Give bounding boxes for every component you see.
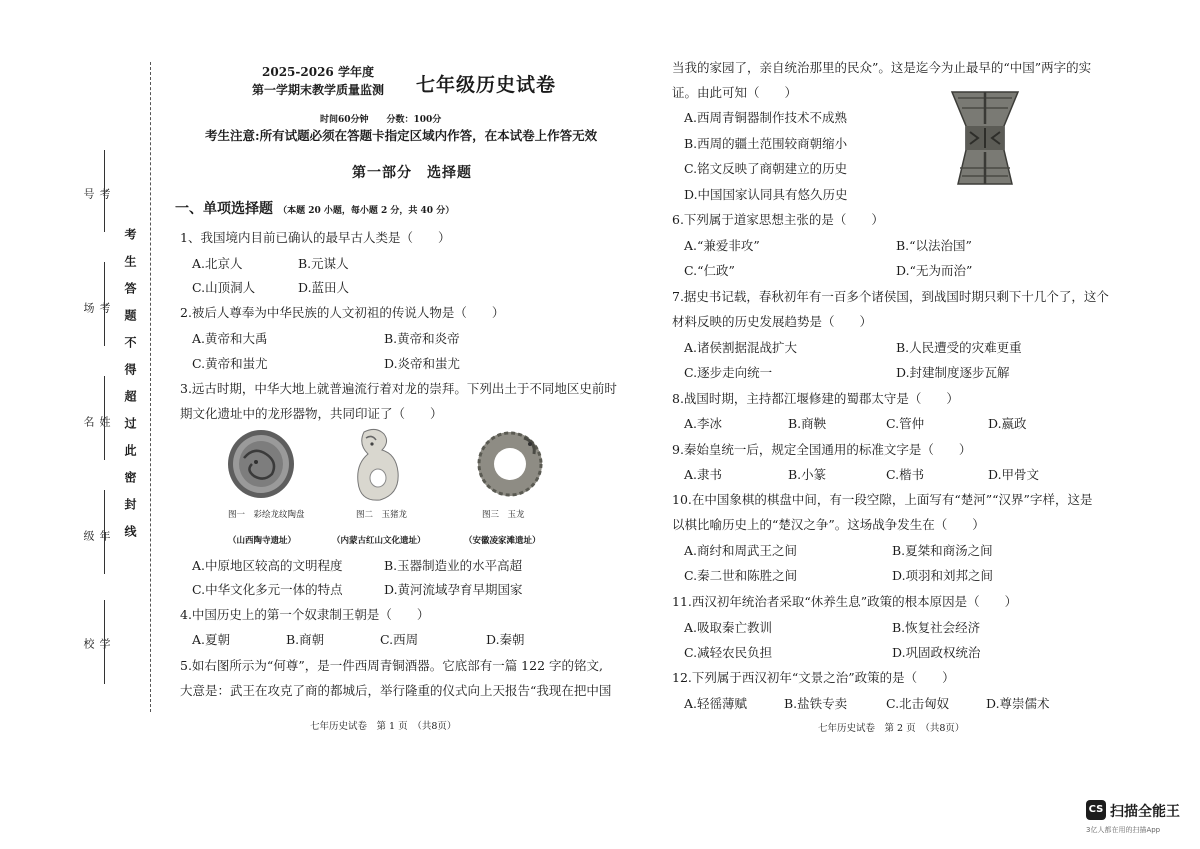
q5-cont-line1: 当我的家园了，亲自统治那里的民众”。这是迄今为止最早的“中国”两字的实 [672, 60, 1092, 75]
q3-option-b: B.玉器制造业的水平高超 [384, 558, 523, 573]
q12-option-d: D.尊崇儒术 [986, 696, 1050, 711]
camscanner-logo-icon: CS [1086, 800, 1106, 820]
q1-option-b: B.元谋人 [298, 256, 349, 271]
q12-option-b: B.盐铁专卖 [784, 696, 848, 711]
q5-stem-line2: 大意是：武王在攻克了商的都城后，举行隆重的仪式向上天报告“我现在把中国 [180, 683, 612, 698]
q3-stem-line2: 期文化遗址中的龙形器物，共同印证了（ ） [180, 406, 443, 421]
q4-option-b: B.商朝 [286, 632, 325, 647]
q10-option-c: C.秦二世和陈胜之间 [684, 568, 798, 583]
q5-option-a: A.西周青铜器制作技术不成熟 [684, 110, 848, 125]
section-heading [175, 198, 454, 218]
xuexiao-blank [104, 600, 105, 684]
q8-option-d: D.嬴政 [988, 416, 1027, 431]
exam-notice: 考生注意:所有试题必须在答题卡指定区域内作答，在本试卷上作答无效 [205, 128, 598, 143]
q5-stem-line1: 5.如右图所示为“何尊”，是一件西周青铜酒器。它底部有一篇 122 字的铭文, [180, 658, 603, 673]
q9-option-b: B.小篆 [788, 467, 827, 482]
watermark-app-name: 扫描全能王 [1110, 804, 1180, 820]
watermark-tagline: 3亿人都在用的扫描App [1086, 826, 1161, 834]
q5-option-c: C.铭文反映了商朝建立的历史 [684, 161, 848, 176]
q8-option-b: B.商鞅 [788, 416, 827, 431]
q11-stem: 11.西汉初年统治者采取“休养生息”政策的根本原因是（ ） [672, 594, 1018, 609]
dragon-pottery-plate-image [226, 428, 296, 500]
q7-stem-line2: 材料反映的历史发展趋势是（ ） [672, 314, 873, 329]
q4-stem: 4.中国历史上的第一个奴隶制王朝是（ ） [180, 607, 430, 622]
page-1-footer: 七年历史试卷 第 1 页 （共8页） [310, 721, 457, 732]
q3-option-c: C.中华文化多元一体的特点 [192, 582, 343, 597]
fig2-site: （内蒙古红山文化遗址） [332, 536, 426, 546]
q12-option-a: A.轻徭薄赋 [684, 696, 748, 711]
q6-option-c: C.“仁政” [684, 263, 735, 278]
q1-option-c: C.山顶洞人 [192, 280, 256, 295]
section-note: （本题 20 小题，每小题 2 分，共 40 分） [278, 206, 455, 216]
q11-option-c: C.减轻农民负担 [684, 645, 773, 660]
section-title: 一、单项选择题 [175, 201, 273, 217]
xuexiao-label: 学校 [82, 638, 111, 651]
fig2-caption: 图二 玉猪龙 [356, 510, 408, 520]
q8-option-a: A.李冰 [684, 416, 723, 431]
nianji-blank [104, 490, 105, 574]
xingming-label: 姓名 [82, 416, 111, 429]
q10-option-d: D.项羽和刘邦之间 [892, 568, 994, 583]
he-zun-bronze-vessel-image [948, 88, 1022, 188]
q2-option-c: C.黄帝和蚩尤 [192, 356, 268, 371]
q11-option-a: A.吸取秦亡教训 [684, 620, 773, 635]
school-year: 2025-2026 学年度 [262, 65, 374, 79]
fig3-site: （安徽凌家滩遗址） [464, 536, 541, 546]
q3-option-a: A.中原地区较高的文明程度 [192, 558, 343, 573]
xingming-blank [104, 376, 105, 460]
q5-option-b: B.西周的疆土范围较商朝缩小 [684, 136, 848, 151]
nianji-label: 年级 [82, 530, 111, 543]
q2-option-a: A.黄帝和大禹 [192, 331, 268, 346]
fig1-caption: 图一 彩绘龙纹陶盘 [228, 510, 305, 520]
q4-option-c: C.西周 [380, 632, 419, 647]
q11-option-b: B.恢复社会经济 [892, 620, 981, 635]
q1-option-d: D.蓝田人 [298, 280, 350, 295]
semester-label: 第一学期末教学质量监测 [252, 83, 385, 97]
q10-option-a: A.商纣和周武王之间 [684, 543, 798, 558]
q7-option-b: B.人民遭受的灾难更重 [896, 340, 1022, 355]
fig3-caption: 图三 玉龙 [482, 510, 525, 520]
seal-dashed-line [150, 62, 151, 712]
q6-option-b: B.“以法治国” [896, 238, 972, 253]
q2-option-b: B.黄帝和炎帝 [384, 331, 460, 346]
q2-stem: 2.被后人尊奉为中华民族的人文初祖的传说人物是（ ） [180, 305, 505, 320]
page-2-footer: 七年历史试卷 第 2 页 （共8页） [818, 723, 965, 734]
q9-option-c: C.楷书 [886, 467, 925, 482]
q7-option-c: C.逐步走向统一 [684, 365, 773, 380]
jade-dragon-ring-image [474, 428, 546, 500]
q5-cont-line2: 证。由此可知（ ） [672, 85, 798, 100]
kaochang-label: 考场 [82, 302, 111, 315]
time-score: 时间60分钟 分数：100分 [320, 115, 442, 125]
q3-option-d: D.黄河流域孕育早期国家 [384, 582, 523, 597]
q8-option-c: C.管仲 [886, 416, 925, 431]
exam-title: 七年级历史试卷 [416, 74, 557, 96]
q6-option-a: A.“兼爱非攻” [684, 238, 760, 253]
q2-option-d: D.炎帝和蚩尤 [384, 356, 461, 371]
q6-option-d: D.“无为而治” [896, 263, 973, 278]
q1-stem: 1、我国境内目前已确认的最早古人类是（ ） [180, 230, 451, 245]
q10-stem-line2: 以棋比喻历史上的“楚汉之争”。这场战争发生在（ ） [672, 517, 985, 532]
q3-stem-line1: 3.远古时期，中华大地上就普遍流行着对龙的崇拜。下列出土于不同地区史前时 [180, 381, 617, 396]
kaohao-blank [104, 150, 105, 232]
q12-stem: 12.下列属于西汉初年“文景之治”政策的是（ ） [672, 670, 955, 685]
kaochang-blank [104, 262, 105, 346]
q10-option-b: B.夏桀和商汤之间 [892, 543, 993, 558]
q11-option-d: D.巩固政权统治 [892, 645, 981, 660]
q4-option-d: D.秦朝 [486, 632, 525, 647]
fig1-site: （山西陶寺遗址） [228, 536, 297, 546]
q7-option-d: D.封建制度逐步瓦解 [896, 365, 1010, 380]
q9-option-a: A.隶书 [684, 467, 723, 482]
q4-option-a: A.夏朝 [192, 632, 231, 647]
part-title: 第一部分 选择题 [352, 165, 472, 181]
q9-option-d: D.甲骨文 [988, 467, 1040, 482]
q12-option-c: C.北击匈奴 [886, 696, 950, 711]
q7-stem-line1: 7.据史书记载，春秋初年有一百多个诸侯国，到战国时期只剩下十几个了，这个 [672, 289, 1109, 304]
q6-stem: 6.下列属于道家思想主张的是（ ） [672, 212, 884, 227]
q10-stem-line1: 10.在中国象棋的棋盘中间，有一段空隙，上面写有“楚河”“汉界”字样，这是 [672, 492, 1093, 507]
jade-pig-dragon-image [352, 424, 406, 504]
kaohao-label: 考号 [82, 188, 111, 201]
q8-stem: 8.战国时期，主持都江堰修建的蜀郡太守是（ ） [672, 391, 959, 406]
seal-line-text: 考生答题不得超过此密封线 [123, 228, 137, 552]
q5-option-d: D.中国国家认同具有悠久历史 [684, 187, 848, 202]
q7-option-a: A.诸侯割据混战扩大 [684, 340, 798, 355]
q9-stem: 9.秦始皇统一后，规定全国通用的标准文字是（ ） [672, 442, 972, 457]
q1-option-a: A.北京人 [192, 256, 243, 271]
